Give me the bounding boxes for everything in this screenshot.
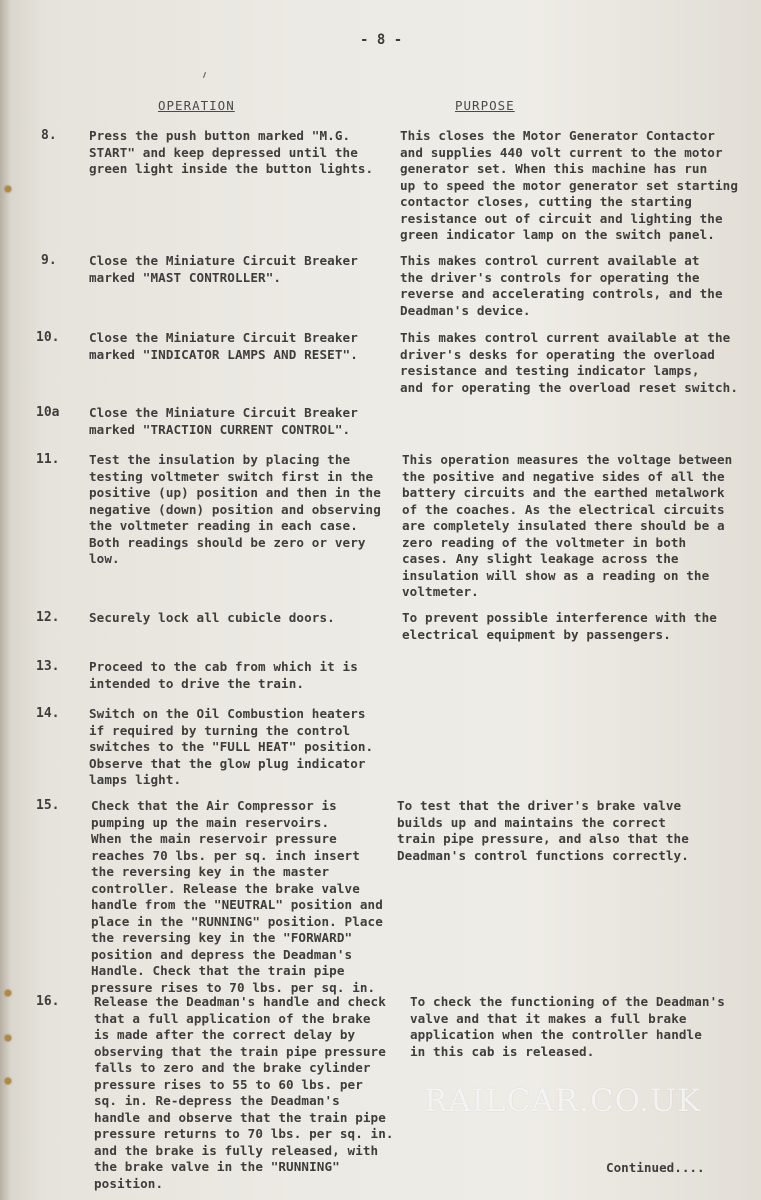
page-number: - 8 - [360, 32, 403, 48]
binder-rivet [5, 1035, 11, 1041]
operation-text: Switch on the Oil Combustion heaters if required by turning the control switches to the "FULL HEAT" position. Observe that the glow plug indicator lamps light. [89, 706, 374, 787]
item-number: 8. [41, 128, 57, 143]
item-number: 13. [36, 659, 60, 674]
continued-note: Continued.... [606, 1160, 705, 1175]
purpose-column-header: PURPOSE [455, 98, 515, 113]
operation-text: Close the Miniature Circuit Breaker marked "TRACTION CURRENT CONTROL". [89, 405, 358, 437]
purpose-text: This makes control current available at the driver's controls for operating the reverse and accelerating controls, and the Deadman's device. [400, 253, 723, 318]
binder-rivet [5, 990, 11, 996]
operation-text: Close the Miniature Circuit Breaker marked "INDICATOR LAMPS AND RESET". [89, 330, 358, 362]
operation-column-header: OPERATION [158, 98, 235, 113]
railcar-watermark: RAILCAR.CO.UK [424, 1083, 702, 1119]
item-number: 10a [36, 405, 60, 420]
pen-mark [203, 72, 206, 78]
item-number: 9. [41, 253, 57, 268]
purpose-text: To check the functioning of the Deadman's valve and that it makes a full brake application when the controller handle in this cab is released. [410, 994, 725, 1059]
purpose-text: This operation measures the voltage between the positive and negative sides of all the battery circuits and the earthed metalwork of the coaches. As the electrical circuits are completely insulated there should be a zero reading of the voltmeter in both cases. Any slight leakage across the insulation will show as a reading on the voltmeter. [402, 452, 733, 599]
item-number: 11. [36, 452, 60, 467]
page-binding-edge [0, 0, 10, 1200]
operation-text: Check that the Air Compressor is pumping up the main reservoirs. When the main reservoir pressure reaches 70 lbs. per sq. inch insert the reversing key in the master controller. Release the brake valve handle from the "NEUTRAL" position and place in the "RUNNING" position. Place the reversing key in the "FORWARD" position and depress the Deadman's Handle. Check that the train pipe pressure rises to 70 lbs. per sq. in. [91, 798, 383, 995]
binder-rivet [5, 186, 11, 192]
operation-text: Securely lock all cubicle doors. [89, 610, 335, 625]
operation-text: Release the Deadman's handle and check that a full application of the brake is made after the correct delay by observing that the train pipe pressure falls to zero and the brake cylinder pressure rises to 55 to 60 lbs. per sq. in. Re-depress the Deadman's handle and observe that the train pipe pressure returns to 70 lbs. per sq. in. and the brake is fully released, with the brake valve in the "RUNNING" position. [94, 994, 394, 1191]
item-number: 15. [36, 798, 60, 813]
operation-text: Proceed to the cab from which it is intended to drive the train. [89, 659, 358, 691]
item-number: 12. [36, 610, 60, 625]
binder-rivet [5, 1078, 11, 1084]
item-number: 10. [36, 330, 60, 345]
purpose-text: To test that the driver's brake valve builds up and maintains the correct train pipe pressure, and also that the Deadman's control functions correctly. [397, 798, 689, 863]
operation-text: Test the insulation by placing the testing voltmeter switch first in the positive (up) position and then in the negative (down) position and observing the voltmeter reading in each case. Both readings should be zero or very low. [89, 452, 381, 566]
item-number: 16. [36, 994, 60, 1009]
purpose-text: This closes the Motor Generator Contactor and supplies 440 volt current to the motor generator set. When this machine has run up to speed the motor generator set starting contactor closes, cutting the starting resistance out of circuit and lighting the green indicator lamp on the switch panel. [400, 128, 739, 242]
purpose-text: To prevent possible interference with the electrical equipment by passengers. [402, 610, 717, 642]
item-number: 14. [36, 706, 60, 721]
operation-text: Close the Miniature Circuit Breaker marked "MAST CONTROLLER". [89, 253, 358, 285]
purpose-text: This makes control current available at the driver's desks for operating the overload resistance and testing indicator lamps, and for operating the overload reset switch. [400, 330, 739, 395]
operation-text: Press the push button marked "M.G. START" and keep depressed until the green light inside the button lights. [89, 128, 374, 176]
